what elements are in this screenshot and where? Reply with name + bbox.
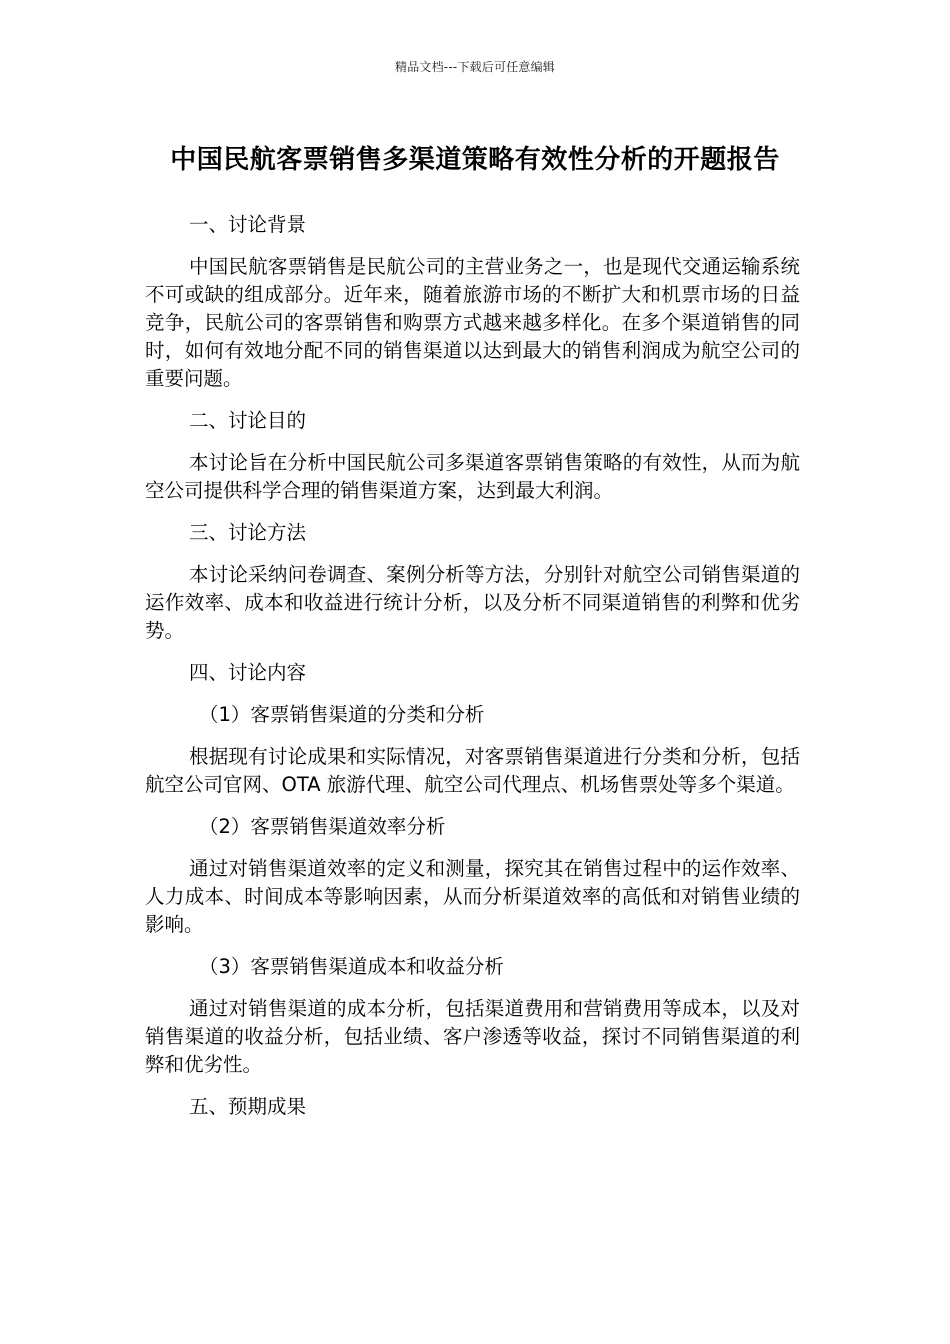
subsection-heading-channel-classification: （1）客票销售渠道的分类和分析 [199, 703, 485, 726]
section-heading-expected-results: 五、预期成果 [189, 1095, 307, 1118]
document-title: 中国民航客票销售多渠道策略有效性分析的开题报告 [170, 145, 780, 175]
section-paragraph-background: 中国民航客票销售是民航公司的主营业务之一，也是现代交通运输系统不可或缺的组成部分。近年来，随着旅游市场的不断扩大和机票市场的日益竞争，民航公司的客票销售和购票方式越来越多样化。在多个渠道销售的同时，如何有效地分配不同的销售渠道以达到最大的销售利润成为航空公司的重要问题。 [145, 255, 800, 390]
section-heading-background: 一、讨论背景 [189, 213, 307, 236]
section-heading-content: 四、讨论内容 [189, 661, 307, 684]
section-paragraph-method: 本讨论采纳问卷调查、案例分析等方法，分别针对航空公司销售渠道的运作效率、成本和收益进行统计分析，以及分析不同渠道销售的利弊和优劣势。 [145, 563, 800, 642]
subsection-heading-cost-revenue: （3）客票销售渠道成本和收益分析 [199, 955, 504, 978]
subsection-paragraph-channel-efficiency: 通过对销售渠道效率的定义和测量，探究其在销售过程中的运作效率、人力成本、时间成本等影响因素，从而分析渠道效率的高低和对销售业绩的影响。 [145, 857, 800, 936]
document-body [145, 211, 800, 1135]
header-note: 精品文档---下载后可任意编辑 [395, 60, 555, 74]
subsection-paragraph-channel-classification: 根据现有讨论成果和实际情况，对客票销售渠道进行分类和分析，包括航空公司官网、OTA 旅游代理、航空公司代理点、机场售票处等多个渠道。 [145, 745, 800, 796]
section-heading-purpose: 二、讨论目的 [189, 409, 307, 432]
section-heading-method: 三、讨论方法 [189, 521, 307, 544]
subsection-paragraph-cost-revenue: 通过对销售渠道的成本分析，包括渠道费用和营销费用等成本，以及对销售渠道的收益分析，包括业绩、客户渗透等收益，探讨不同销售渠道的利弊和优劣性。 [145, 997, 800, 1076]
section-paragraph-purpose: 本讨论旨在分析中国民航公司多渠道客票销售策略的有效性，从而为航空公司提供科学合理的销售渠道方案，达到最大利润。 [145, 451, 800, 502]
subsection-heading-channel-efficiency: （2）客票销售渠道效率分析 [199, 815, 446, 838]
